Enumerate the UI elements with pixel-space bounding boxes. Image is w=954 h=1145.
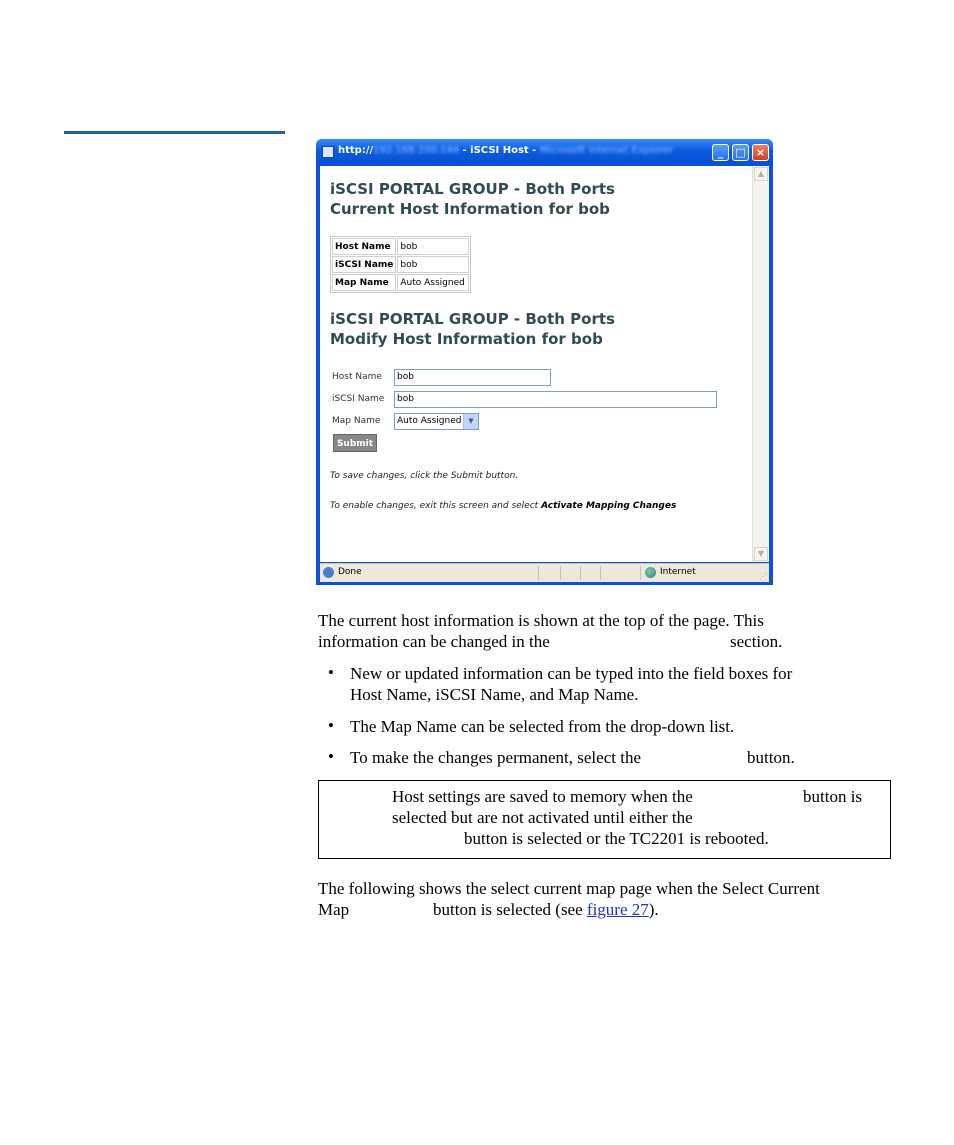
title-bar[interactable] <box>316 139 773 165</box>
table-row <box>332 238 469 255</box>
scroll-up-icon[interactable]: ▲ <box>754 167 768 181</box>
table-label: Host Name <box>332 238 396 255</box>
map-name-select[interactable] <box>394 413 479 430</box>
figure-link[interactable]: figure 27 <box>586 900 649 919</box>
page-done-icon <box>323 567 334 578</box>
para2-line1: The following shows the select current map page when the Select Current <box>318 879 820 898</box>
note-line1a: Host settings are saved to memory when the <box>392 787 693 806</box>
enable-note: To enable changes, exit this screen and select Activate Mapping Changes <box>330 501 677 511</box>
bullet2: The Map Name can be selected from the drop-down list. <box>350 717 735 736</box>
bullet3b: button. <box>747 748 795 767</box>
bullet1-line2: Host Name, iSCSI Name, and Map Name. <box>350 685 639 704</box>
map-name-label: Map Name <box>332 416 381 426</box>
blurred-app: Microsoft Internet Explorer <box>539 145 674 156</box>
vertical-scrollbar[interactable] <box>752 166 769 562</box>
status-done: Done <box>338 567 362 577</box>
modify-heading-line1: iSCSI PORTAL GROUP - Both Ports <box>330 310 615 328</box>
status-divider <box>640 566 641 580</box>
modify-heading-line2: Modify Host Information for bob <box>330 330 603 348</box>
bullet3a: To make the changes permanent, select the <box>350 748 641 767</box>
blurred-host: 192.168.100.144 <box>373 145 460 156</box>
para2-line2: button is selected (see figure 27). <box>433 900 659 919</box>
table-label: iSCSI Name <box>332 256 396 273</box>
table-row <box>332 274 469 291</box>
bullet-dot: • <box>328 663 334 682</box>
browser-content <box>320 166 769 562</box>
bullet-dot: • <box>328 747 334 766</box>
note-line2: selected but are not activated until either the <box>392 808 693 827</box>
status-divider <box>600 566 601 580</box>
current-heading-line2: Current Host Information for bob <box>330 200 610 218</box>
para2-line2a: Map <box>318 900 350 919</box>
status-divider <box>560 566 561 580</box>
status-zone: Internet <box>660 567 696 577</box>
table-value: bob <box>397 238 469 255</box>
host-name-input[interactable]: bob <box>394 369 551 386</box>
iscsi-name-label: iSCSI Name <box>332 394 385 404</box>
status-divider <box>538 566 539 580</box>
current-heading-line1: iSCSI PORTAL GROUP - Both Ports <box>330 180 615 198</box>
map-name-selected: Auto Assigned <box>397 416 462 426</box>
current-host-table <box>330 236 471 293</box>
save-note: To save changes, click the Submit button. <box>330 471 519 481</box>
minimize-button[interactable]: _ <box>712 144 729 161</box>
table-row <box>332 256 469 273</box>
note-line1b: button is <box>803 787 863 806</box>
bullet1-line1: New or updated information can be typed into the field boxes for <box>350 664 793 683</box>
note-line3: button is selected or the TC2201 is rebooted. <box>464 829 769 848</box>
status-bar <box>320 563 769 582</box>
chevron-down-icon[interactable]: ▼ <box>463 414 478 429</box>
table-label: Map Name <box>332 274 396 291</box>
table-value: Auto Assigned <box>397 274 469 291</box>
resize-grip-icon[interactable]: ⋰ <box>759 572 767 581</box>
para1-line2b: section. <box>730 632 783 651</box>
submit-button[interactable]: Submit <box>333 434 377 452</box>
activate-mapping-link: Activate Mapping Changes <box>541 501 677 511</box>
para1-line2a: information can be changed in the <box>318 632 550 651</box>
window-title: http://192.168.100.144 - iSCSI Host - Microsoft Internet Explorer <box>338 145 674 156</box>
scroll-down-icon[interactable]: ▼ <box>754 547 768 561</box>
para1-line1: The current host information is shown at the top of the page. This <box>318 611 764 630</box>
section-rule <box>64 131 285 134</box>
maximize-button[interactable]: □ <box>732 144 749 161</box>
host-name-label: Host Name <box>332 372 382 382</box>
ie-page-icon <box>322 146 334 158</box>
internet-zone-icon <box>645 567 656 578</box>
iscsi-name-input[interactable]: bob <box>394 391 717 408</box>
table-value: bob <box>397 256 469 273</box>
browser-window <box>316 139 773 585</box>
status-divider <box>580 566 581 580</box>
close-button[interactable]: × <box>752 144 769 161</box>
bullet-dot: • <box>328 716 334 735</box>
